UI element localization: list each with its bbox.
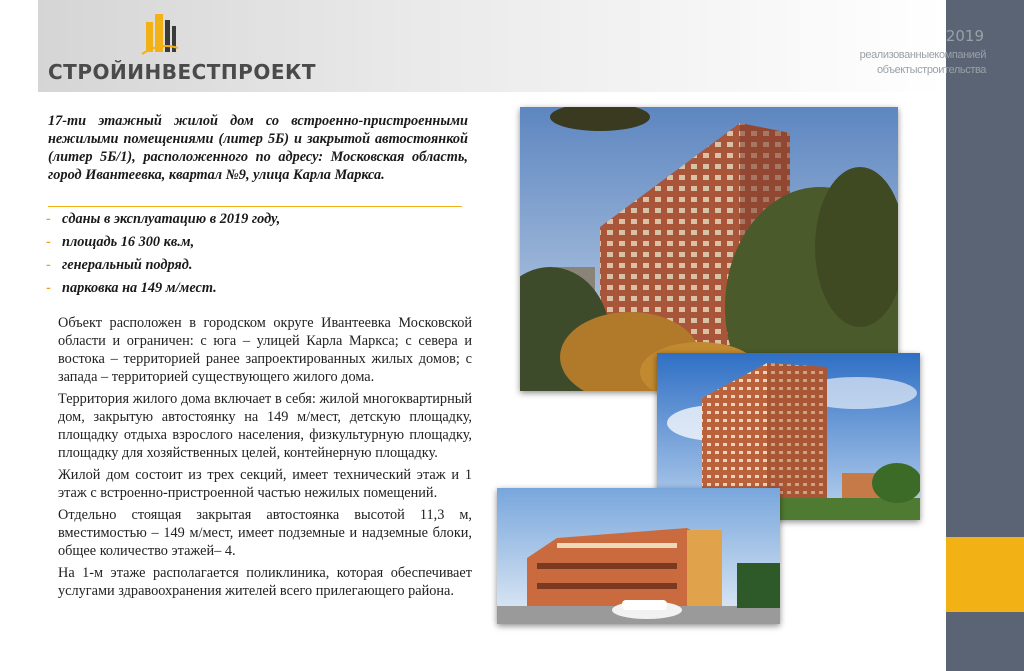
year-label: 2019: [945, 27, 984, 45]
description-paragraph: Отдельно стоящая закрытая автостоянка высотой 11,3 м, вместимостью – 149 м/мест, имеет подземные и надземные блоки, общее количество этажей– 4.: [58, 507, 472, 559]
header-subtitle: [766, 48, 986, 78]
building-photo-autumn: [520, 107, 898, 391]
sidebar-accent: [946, 537, 1024, 612]
description-paragraph: На 1-м этаже располагается поликлиника, которая обеспечивает услугами здравоохранения жителей всего прилегающего района.: [58, 565, 472, 599]
fact-item: - площадь 16 300 кв.м,: [46, 234, 195, 250]
fact-item: - парковка на 149 м/мест.: [46, 280, 217, 296]
company-logo: [44, 8, 316, 88]
project-facts: [46, 208, 466, 300]
logo-building-icon: [140, 12, 180, 58]
description-paragraph: Жилой дом состоит из трех секций, имеет технический этаж и 1 этаж с встроенно-пристроенной частью нежилых помещений.: [58, 467, 472, 501]
fact-item: - генеральный подряд.: [46, 257, 193, 273]
company-name: СТРОЙИНВЕСТПРОЕКТ: [48, 60, 316, 84]
fact-item: - сданы в эксплуатацию в 2019 году,: [46, 211, 281, 227]
project-description: [58, 314, 472, 604]
project-title: 17-ти этажный жилой дом со встроенно-пристроенными нежилыми помещениями (литер 5Б) и закрытой автостоянкой (литер 5Б/1), расположенного по адресу: Московская область, город Ивантеевка, квартал №9, улица Карла Маркса.: [48, 113, 468, 183]
subtitle-line-1: реализованныекомпанией: [859, 49, 986, 61]
title-divider: [48, 206, 462, 207]
description-paragraph: Территория жилого дома включает в себя: жилой многоквартирный дом, закрытую автостоянку на 149 м/мест, детскую площадку, площадку отдыха взрослого населения, физкультурную площадку, площадку для хозяйственных целей, контейнерную площадку.: [58, 391, 472, 461]
description-paragraph: Объект расположен в городском округе Ивантеевка Московской области и ограничен: с юга – улицей Карла Маркса; с севера и востока – территорией ранее запроектированных жилых домов; с запада – территорией существующего жилого дома.: [58, 315, 472, 385]
parking-garage-photo: [497, 488, 780, 624]
subtitle-line-2: объектыстроительства: [876, 64, 986, 76]
